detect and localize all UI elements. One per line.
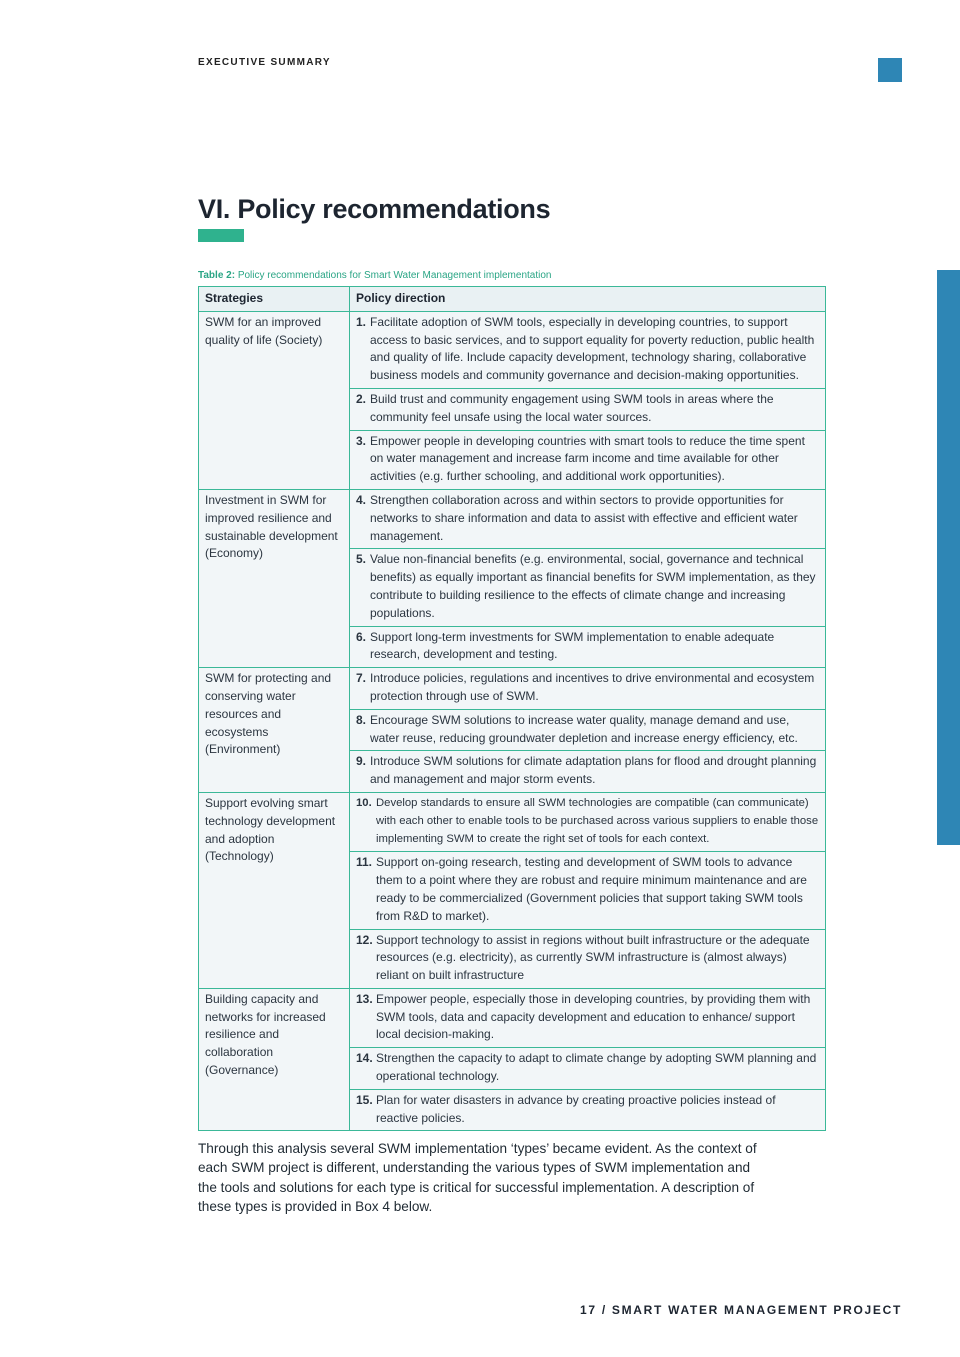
body-paragraph: Through this analysis several SWM implementation ‘types’ became evident. As the context of each SWM project is different, understanding the various types of SWM implementation and the tools and solutions for each type is critical for successful implementation. A description of these types is provided in Box 4 below. (198, 1141, 757, 1214)
policy-cell (350, 988, 826, 1047)
policy-cell (350, 626, 826, 668)
table-row (199, 668, 826, 710)
title-underline (198, 229, 244, 242)
page-footer: 17 / SMART WATER MANAGEMENT PROJECT (580, 1303, 902, 1317)
policy-text: Build trust and community engagement using SWM tools in areas where the community feel unsafe using the local water sources. (370, 391, 774, 424)
policy-number: 11. (356, 855, 373, 870)
policy-number: 3. (356, 433, 367, 448)
policy-text: Develop standards to ensure all SWM technologies are compatible (can communicate) with each other to enable tools to be purchased across various suppliers to enable those implementing SWM to create the right set of tools for each context. (376, 796, 819, 845)
policy-text: Empower people, especially those in developing countries, by providing them with SWM tools, data and capacity development and education to enhance/ support local decision-making. (376, 991, 811, 1042)
policy-cell (350, 929, 826, 988)
section-label: EXECUTIVE SUMMARY (198, 57, 331, 68)
policy-cell (350, 388, 826, 430)
policy-text: Encourage SWM solutions to increase water quality, manage demand and use, water reuse, reducing groundwater depletion and increase energy efficiency, etc. (370, 712, 798, 745)
table-caption-text: Policy recommendations for Smart Water Management implementation (237, 270, 552, 281)
policy-number: 10. (356, 796, 372, 809)
policy-cell (350, 792, 826, 851)
policy-text: Value non-financial benefits (e.g. environmental, social, governance and technical benefits) as equally important as financial benefits for SWM implementation, as they contribute to building resilience to the effects of climate change and increasing populations. (370, 552, 816, 620)
policy-number: 6. (356, 629, 367, 644)
policy-text: Strengthen collaboration across and within sectors to provide opportunities for networks to share information and data to assist with effective and efficient water management. (370, 492, 798, 543)
policy-text: Strengthen the capacity to adapt to climate change by adopting SWM planning and operational technology. (376, 1051, 817, 1084)
policy-number: 15. (356, 1092, 373, 1107)
policy-cell (350, 311, 826, 388)
policy-number: 9. (356, 754, 367, 769)
policy-number: 1. (356, 314, 367, 329)
policy-number: 13. (356, 991, 373, 1006)
policy-table (198, 286, 826, 1131)
policy-number: 14. (356, 1051, 373, 1066)
policy-text: Facilitate adoption of SWM tools, especially in developing countries, to support access to basic services, and to support equality for poverty reduction, public health and quality of life. Include capacity development, technology sharing, collaborative business models and community governance and decision-making opportunities. (370, 314, 815, 383)
policy-number: 5. (356, 552, 367, 567)
policy-number: 8. (356, 712, 367, 727)
side-accent-bar (937, 270, 960, 845)
policy-cell (350, 668, 826, 710)
policy-number: 4. (356, 492, 367, 507)
policy-cell (350, 549, 826, 626)
corner-accent-square (878, 58, 902, 82)
policy-text: Support long-term investments for SWM implementation to enable adequate research, development and testing. (370, 629, 775, 662)
policy-text: Introduce policies, regulations and incentives to drive environmental and ecosystem protection through use of SWM. (370, 671, 815, 703)
strategy-cell: SWM for protecting and conserving water resources and ecosystems (Environment) (199, 668, 350, 793)
policy-cell (350, 489, 826, 548)
policy-number: 7. (356, 671, 367, 686)
policy-cell (350, 852, 826, 929)
policy-text: Empower people in developing countries with smart tools to reduce the time spent on water management and increase farm income and time available for other activities (e.g. further schooling, and additional work opportunities). (370, 433, 805, 484)
policy-cell (350, 1089, 826, 1131)
policy-number: 2. (356, 391, 367, 406)
header-strategies: Strategies (199, 287, 350, 312)
page-title: VI. Policy recommendations (198, 194, 551, 224)
strategy-cell: Building capacity and networks for increased resilience and collaboration (Governance) (199, 988, 350, 1131)
table-header-row (199, 287, 826, 312)
table-caption-label: Table 2: (198, 270, 236, 281)
strategy-cell: Support evolving smart technology development and adoption (Technology) (199, 792, 350, 988)
policy-cell (350, 1048, 826, 1090)
policy-text: Support on-going research, testing and development of SWM tools to advance them to a point where they are robust and require minimum maintenance and are ready to be commercialized (Government policies that support taking SWM tools from R&D to market). (376, 855, 807, 923)
table-caption (198, 270, 551, 281)
policy-cell (350, 430, 826, 489)
policy-number: 12. (356, 932, 373, 947)
policy-cell (350, 751, 826, 793)
policy-text: Support technology to assist in regions without built infrastructure or the adequate resources (e.g. electricity), as currently SWM infrastructure is (almost always) reliant on built infrastructure (376, 932, 810, 983)
header-policy-direction: Policy direction (350, 287, 826, 312)
strategy-cell: Investment in SWM for improved resilience and sustainable development (Economy) (199, 489, 350, 667)
table-row (199, 489, 826, 548)
table-row (199, 792, 826, 851)
strategy-cell: SWM for an improved quality of life (Society) (199, 311, 350, 489)
table-row (199, 988, 826, 1047)
table-row (199, 311, 826, 388)
policy-cell (350, 709, 826, 751)
policy-text: Introduce SWM solutions for climate adaptation plans for flood and drought planning and management and major storm events. (370, 754, 817, 787)
policy-text: Plan for water disasters in advance by creating proactive policies instead of reactive policies. (376, 1092, 776, 1125)
